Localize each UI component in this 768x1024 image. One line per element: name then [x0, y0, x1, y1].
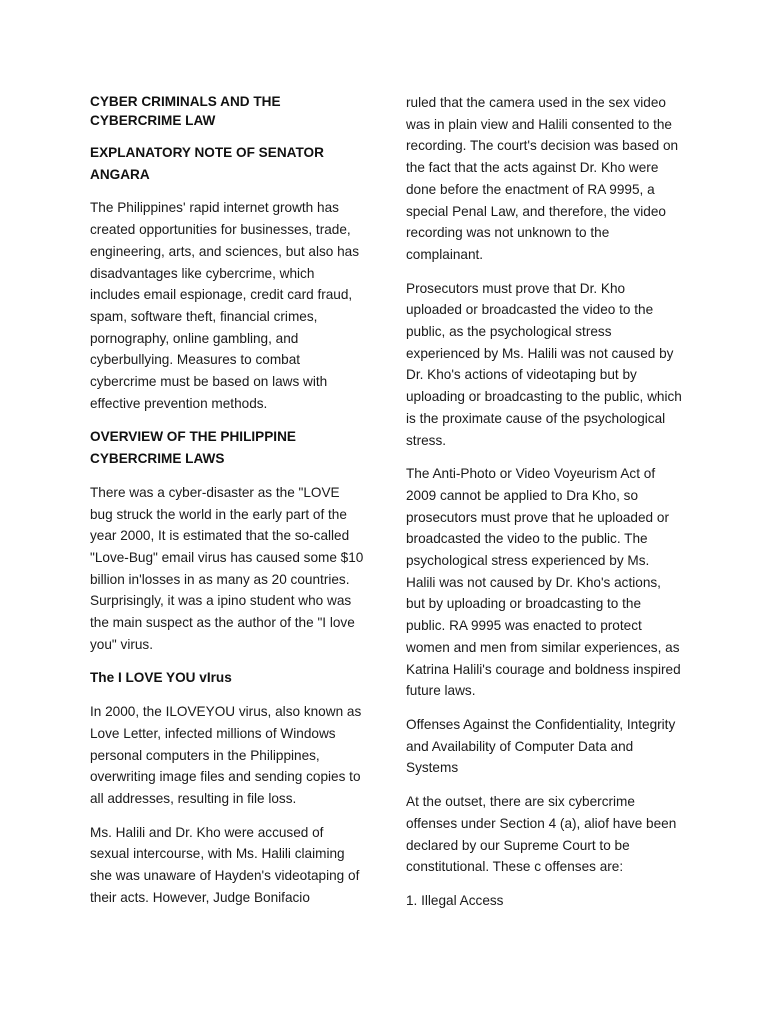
paragraph-internet-growth: The Philippines' rapid internet growth has created opportunities for businesses, trade, engineering, arts, and sciences, but also has disadvantages like cybercrime, which includes email espionage, credit card fraud, spam, software theft, financial crimes, pornography, online gambling, and cyberbullying. Measures to combat cybercrime must be based on laws with effective prevention methods. [90, 200, 360, 411]
paragraph-six-offenses: At the outset, there are six cybercrime offenses under Section 4 (a), aliof have been declared by our Supreme Court to be constitutional. These c offenses are: [406, 794, 677, 875]
paragraph-court-ruling: ruled that the camera used in the sex video was in plain view and Halili consented to the recording. The court's decision was based on the fact that the acts against Dr. Kho were done before the enactment of RA 9995, a special Penal Law, and therefore, the video recording was not unknown to the complainant. [406, 95, 679, 262]
paragraph-offenses-heading: Offenses Against the Confidentiality, Integrity and Availability of Computer Data and Systems [406, 716, 676, 776]
paragraph-love-bug: There was a cyber-disaster as the "LOVE bug struck the world in the early part of the year 2000, It is estimated that the so-called "Love-Bug" email virus has caused some $10 billion in'losses in as many as 20 countries. Surprisingly, it was a ipino student who was the main suspect as the author of the "I love you" virus. [90, 484, 364, 652]
paragraph-halili-kho: Ms. Halili and Dr. Kho were accused of sexual intercourse, with Ms. Halili claiming she was unaware of Hayden's videotaping of their acts. However, Judge Bonifacio [90, 824, 360, 905]
list-item-illegal-access: 1. Illegal Access [406, 892, 504, 908]
left-column [90, 92, 366, 921]
section-heading-explanatory-note: EXPLANATORY NOTE OF SENATOR ANGARA [90, 145, 324, 182]
right-column [406, 92, 682, 924]
paragraph-iloveyou: In 2000, the ILOVEYOU virus, also known as Love Letter, infected millions of Windows personal computers in the Philippines, overwriting image files and sending copies to all addresses, resulting in file loss. [90, 704, 362, 806]
document-title: CYBER CRIMINALS AND THE CYBERCRIME LAW [90, 94, 281, 128]
paragraph-prosecutors-proof: Prosecutors must prove that Dr. Kho uploaded or broadcasted the video to the public, as the psychological stress experienced by Ms. Halili was not caused by Dr. Kho's actions of videotaping but by uploading or broadcasting to the public, which is the proximate cause of the psychological stress. [406, 280, 682, 448]
section-heading-iloveyou-virus: The I LOVE YOU vIrus [90, 670, 232, 686]
paragraph-voyeurism-act: The Anti-Photo or Video Voyeurism Act of 2009 cannot be applied to Dra Kho, so prosecutors must prove that he uploaded or broadcasted the video to the public. The psychological stress experienced by Ms. Halili was not caused by Dr. Kho's actions, but by uploading or broadcasting to the public. RA 9995 was enacted to protect women and men from similar experiences, as Katrina Halili's courage and boldness inspired future laws. [406, 466, 681, 699]
section-heading-overview: OVERVIEW OF THE PHILIPPINE CYBERCRIME LAWS [90, 429, 296, 467]
